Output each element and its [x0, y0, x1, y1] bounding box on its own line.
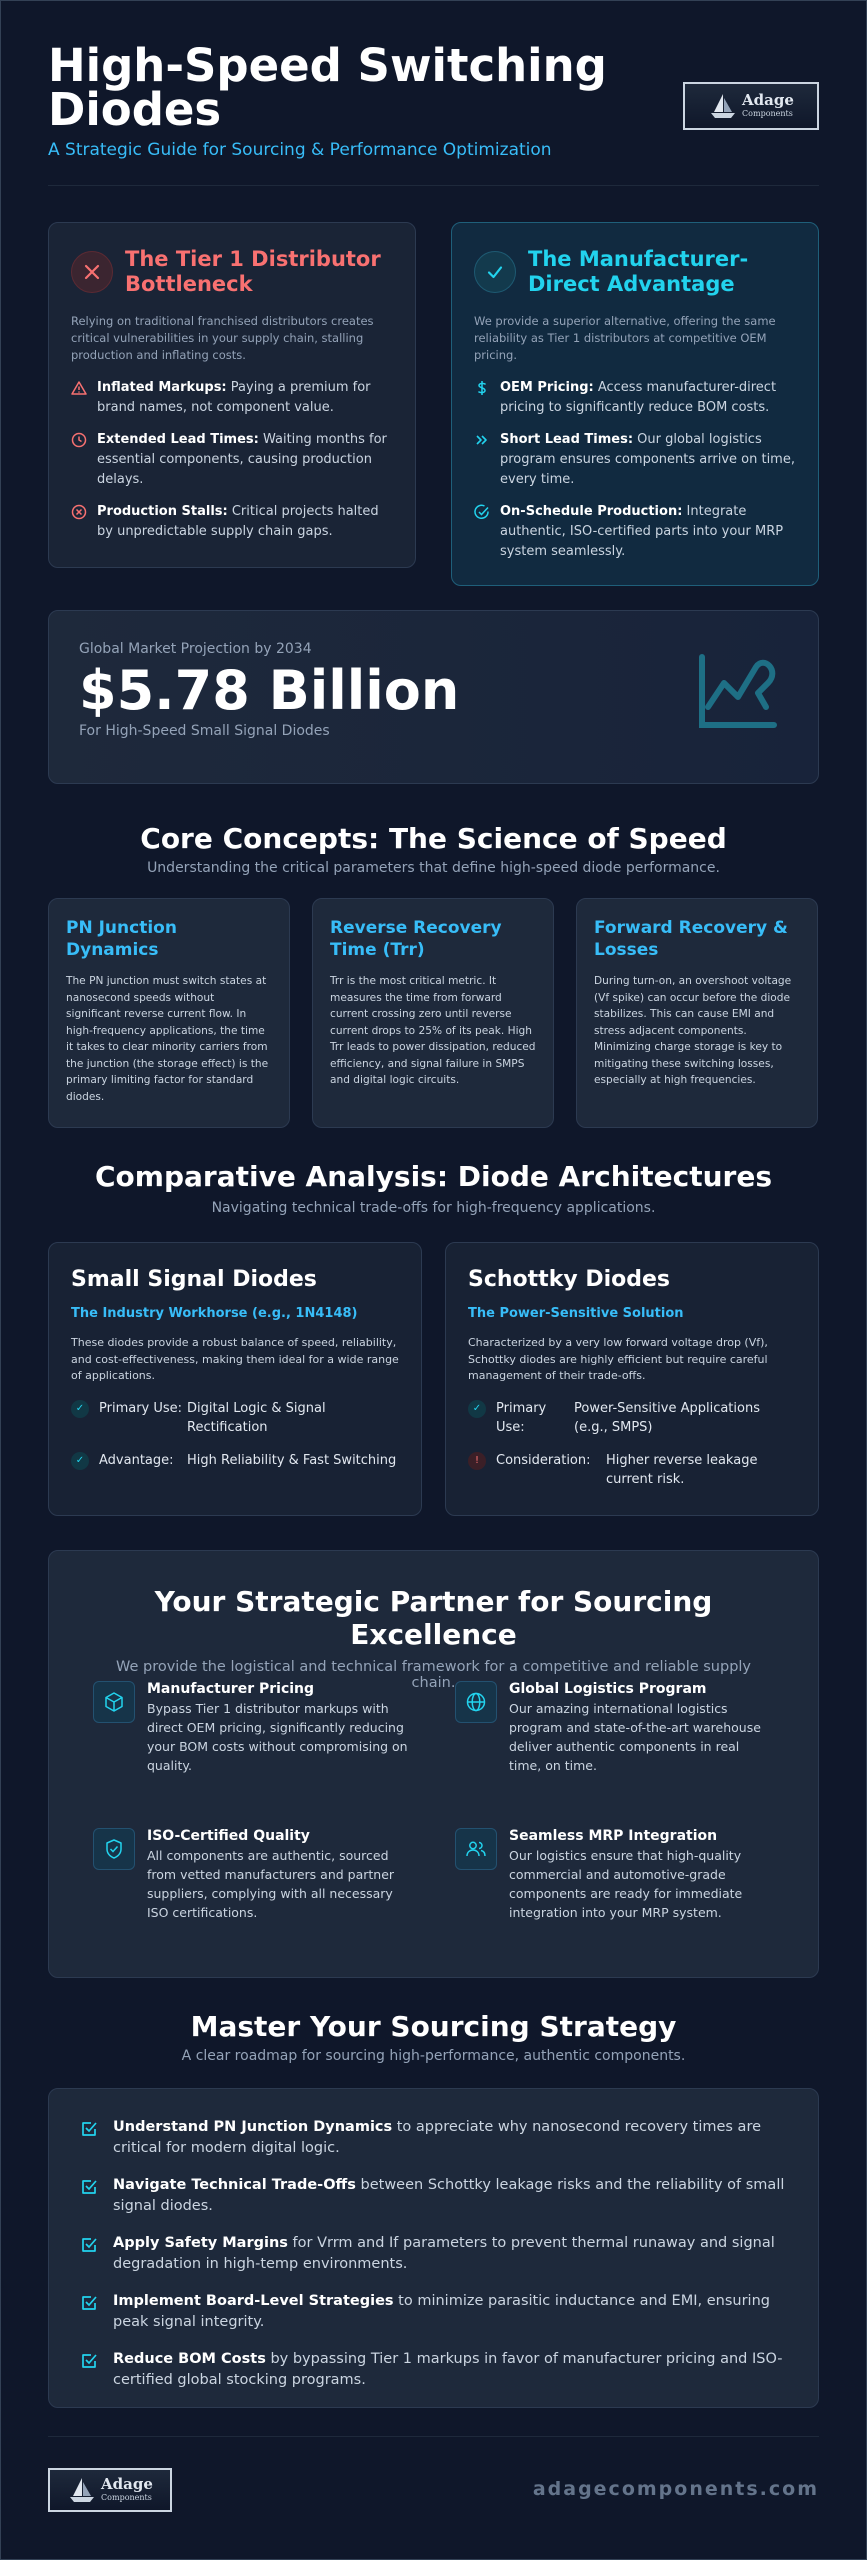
warning-icon	[71, 380, 87, 396]
arch-tagline: The Power-Sensitive Solution	[468, 1306, 684, 1321]
problem-card	[48, 222, 416, 568]
concept-body: Trr is the most critical metric. It measures the time from forward current crossing zero until reverse current drops to 25% of its peak. High Trr leads to power dissipation, reduced efficiency, and signal failure in SMPS and digital logic circuits.	[330, 975, 536, 1086]
checkbox-icon	[79, 2351, 99, 2371]
market-label: Global Market Projection by 2034	[79, 641, 312, 657]
concept-body: During turn-on, an overshoot voltage (Vf spike) can occur before the diode stabilizes. This can cause EMI and stress adjacent components. Minimizing charge storage is key to mitigating these switching losses, especially at high frequencies.	[594, 975, 792, 1086]
arch-description: These diodes provide a robust balance of speed, reliability, and cost-effectiveness, making them ideal for a wide range of applications.	[71, 1336, 399, 1382]
market-projection-card	[48, 610, 819, 784]
roadmap-item: Apply Safety Margins for Vrrm and If parameters to prevent thermal runaway and signal degradation in high-temp environments.	[79, 2233, 788, 2275]
check-icon: ✓	[71, 1452, 89, 1470]
shield-check-icon	[93, 1828, 135, 1870]
list-item: Inflated Markups: Paying a premium for brand names, not component value.	[71, 378, 393, 418]
problem-title: The Tier 1 Distributor Bottleneck	[125, 247, 381, 296]
feature-item: Seamless MRP Integration Our logistics ensure that high-quality commercial and automotive-grade components are ready for immediate integration into your MRP system.	[455, 1828, 775, 1922]
page-header	[48, 39, 819, 186]
stop-icon	[71, 504, 87, 520]
brand-logo[interactable]	[683, 82, 819, 130]
roadmap-item: Navigate Technical Trade-Offs between Schottky leakage risks and the reliability of small signal diodes.	[79, 2175, 788, 2217]
comparison-subtitle: Navigating technical trade-offs for high-frequency applications.	[211, 1200, 656, 1216]
logo-name: Adage	[742, 90, 794, 109]
schottky-card	[445, 1242, 819, 1516]
list-item: OEM Pricing: Access manufacturer-direct pricing to significantly reduce BOM costs.	[474, 378, 796, 418]
dollar-icon	[474, 380, 490, 396]
feature-item: Global Logistics Program Our amazing international logistics program and state-of-the-art warehouse deliver authentic components in real time, on time.	[455, 1681, 775, 1775]
checkbox-icon	[79, 2293, 99, 2313]
roadmap-item: Understand PN Junction Dynamics to appreciate why nanosecond recovery times are critical for modern digital logic.	[79, 2117, 788, 2159]
roadmap-item: Implement Board-Level Strategies to minimize parasitic inductance and EMI, ensuring peak signal integrity.	[79, 2291, 788, 2333]
solution-card	[451, 222, 819, 586]
concept-title: Reverse Recovery Time (Trr)	[330, 918, 502, 960]
arch-tagline: The Industry Workhorse (e.g., 1N4148)	[71, 1306, 358, 1321]
trend-chart-icon	[694, 647, 780, 733]
list-item: Extended Lead Times: Waiting months for essential components, causing production delays.	[71, 430, 393, 490]
problem-list	[71, 378, 393, 542]
arch-row: ✓ Primary Use: Power-Sensitive Applications (e.g., SMPS)	[468, 1399, 796, 1437]
checkbox-icon	[79, 2119, 99, 2139]
roadmap-subtitle: A clear roadmap for sourcing high-performance, authentic components.	[181, 2048, 686, 2064]
roadmap-title: Master Your Sourcing Strategy	[190, 2010, 677, 2043]
arch-row: ✓ Primary Use: Digital Logic & Signal Rectification	[71, 1399, 399, 1437]
feature-item: Manufacturer Pricing Bypass Tier 1 distributor markups with direct OEM pricing, significantly reducing your BOM costs without compromising on quality.	[93, 1681, 413, 1775]
partner-title: Your Strategic Partner for Sourcing Excellence	[154, 1585, 713, 1651]
checkbox-icon	[79, 2235, 99, 2255]
problem-intro: Relying on traditional franchised distributors creates critical vulnerabilities in your supply chain, stalling production and inflating costs.	[71, 314, 374, 362]
arch-row: ✓ Advantage: High Reliability & Fast Switching	[71, 1451, 399, 1470]
ship-logo-icon	[708, 91, 738, 121]
logo-sub: Components	[742, 108, 793, 118]
check-icon: ✓	[468, 1400, 486, 1418]
x-icon	[71, 251, 113, 293]
footer-logo[interactable]: Adage Components	[48, 2468, 172, 2512]
page-title: High-Speed Switching Diodes	[48, 39, 607, 136]
list-item: Production Stalls: Critical projects halted by unpredictable supply chain gaps.	[71, 502, 393, 542]
partner-subtitle: We provide the logistical and technical framework for a competitive and reliable supply chain.	[115, 1659, 752, 1691]
users-icon	[455, 1828, 497, 1870]
checkmark-icon	[474, 251, 516, 293]
concept-body: The PN junction must switch states at nanosecond speeds without significant reverse current flow. In high-frequency applications, the time it takes to clear minority carriers from the junction (the storage effect) is the primary limiting factor for standard diodes.	[66, 975, 269, 1103]
arch-title: Schottky Diodes	[468, 1267, 671, 1292]
concepts-title: Core Concepts: The Science of Speed	[140, 822, 727, 855]
check-icon: ✓	[71, 1400, 89, 1418]
globe-icon	[455, 1681, 497, 1723]
arch-row: ! Consideration: Higher reverse leakage current risk.	[468, 1451, 796, 1489]
partner-section	[48, 1550, 819, 1978]
concept-card	[312, 898, 554, 1128]
page-subtitle: A Strategic Guide for Sourcing & Performance Optimization	[48, 140, 552, 160]
feature-item: ISO-Certified Quality All components are authentic, sourced from vetted manufacturers and partner suppliers, complying with all necessary ISO certifications.	[93, 1828, 413, 1922]
footer-domain-link[interactable]: adagecomponents.com	[532, 2478, 819, 2500]
check-circle-icon	[474, 504, 490, 520]
small-signal-card	[48, 1242, 422, 1516]
concept-card	[576, 898, 818, 1128]
solution-title: The Manufacturer-Direct Advantage	[528, 247, 749, 296]
concept-title: PN Junction Dynamics	[66, 918, 177, 960]
list-item: On-Schedule Production: Integrate authentic, ISO-certified parts into your MRP system seamlessly.	[474, 502, 796, 562]
concept-title: Forward Recovery & Losses	[594, 918, 788, 960]
roadmap-item: Reduce BOM Costs by bypassing Tier 1 markups in favor of manufacturer pricing and ISO-certified global stocking programs.	[79, 2349, 788, 2391]
market-subtext: For High-Speed Small Signal Diodes	[79, 723, 330, 739]
list-item: Short Lead Times: Our global logistics program ensures components arrive on time, every time.	[474, 430, 796, 490]
footer-divider	[48, 2436, 819, 2437]
roadmap-card	[48, 2088, 819, 2408]
comparison-title: Comparative Analysis: Diode Architectures	[94, 1160, 773, 1193]
solution-list	[474, 378, 796, 562]
alert-icon: !	[468, 1452, 486, 1470]
arch-description: Characterized by a very low forward voltage drop (Vf), Schottky diodes are highly efficient but require careful management of their trade-offs.	[468, 1336, 768, 1382]
concept-card	[48, 898, 290, 1128]
clock-icon	[71, 432, 87, 448]
concepts-subtitle: Understanding the critical parameters that define high-speed diode performance.	[147, 860, 720, 876]
ship-logo-icon	[67, 2475, 97, 2505]
solution-intro: We provide a superior alternative, offering the same reliability as Tier 1 distributors at competitive OEM pricing.	[474, 314, 776, 362]
arch-title: Small Signal Diodes	[71, 1267, 317, 1292]
fast-forward-icon	[474, 432, 490, 448]
checkbox-icon	[79, 2177, 99, 2197]
cube-icon	[93, 1681, 135, 1723]
market-value: $5.78 Billion	[79, 659, 460, 722]
